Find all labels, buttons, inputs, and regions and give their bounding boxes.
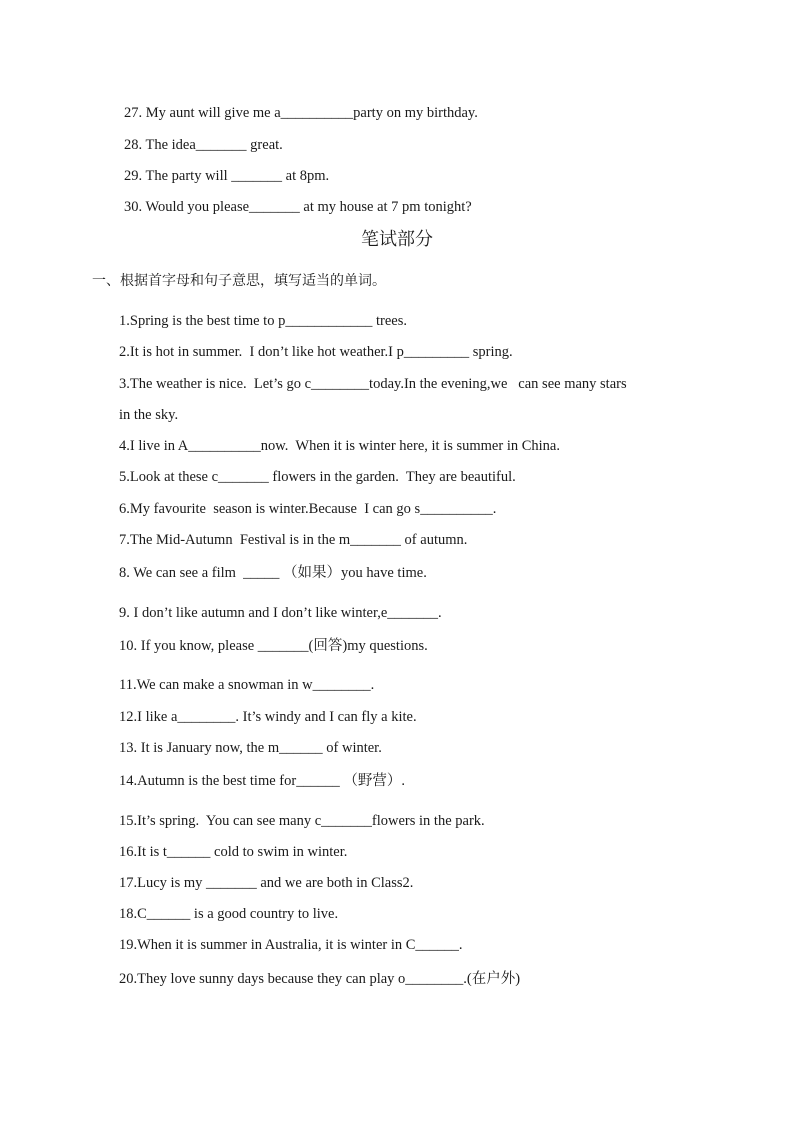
item-15: 15.It’s spring. You can see many c_______flowers in the park. [119,813,485,829]
item-2: 2.It is hot in summer. I don’t like hot weather.I p_________ spring. [119,344,513,360]
item-12: 12.I like a________. It’s windy and I can fly a kite. [119,709,417,725]
item-8: 8. We can see a film _____ （如果）you have time. [119,565,427,581]
item-9: 9. I don’t like autumn and I don’t like winter,e_______. [119,605,442,621]
item-6: 6.My favourite season is winter.Because I can go s__________. [119,501,497,517]
item-13: 13. It is January now, the m______ of winter. [119,740,382,756]
section-title: 笔试部分 [361,229,433,250]
item-3: 3.The weather is nice. Let’s go c________today.In the evening,we can see many stars [119,376,627,392]
item-17: 17.Lucy is my _______ and we are both in Class2. [119,875,414,891]
item-1: 1.Spring is the best time to p____________ trees. [119,313,407,329]
item-11: 11.We can make a snowman in w________. [119,677,375,693]
item-7: 7.The Mid-Autumn Festival is in the m_______ of autumn. [119,532,468,548]
question-28: 28. The idea_______ great. [124,137,283,153]
item-18: 18.C______ is a good country to live. [119,906,339,922]
question-29: 29. The party will _______ at 8pm. [124,168,330,184]
question-27: 27. My aunt will give me a__________party on my birthday. [124,105,478,121]
item-14: 14.Autumn is the best time for______ （野营）. [119,773,405,789]
item-10: 10. If you know, please _______(回答)my questions. [119,638,428,654]
item-4: 4.I live in A__________now. When it is winter here, it is summer in China. [119,438,560,454]
item-5: 5.Look at these c_______ flowers in the garden. They are beautiful. [119,469,516,485]
section-heading: 一、根据首字母和句子意思，填写适当的单词。 [92,273,386,289]
item-3-continuation: in the sky. [119,407,179,423]
item-19: 19.When it is summer in Australia, it is winter in C______. [119,937,463,953]
question-30: 30. Would you please_______ at my house at 7 pm tonight? [124,199,472,215]
item-20: 20.They love sunny days because they can play o________.(在户外) [119,971,521,987]
item-16: 16.It is t______ cold to swim in winter. [119,844,348,860]
